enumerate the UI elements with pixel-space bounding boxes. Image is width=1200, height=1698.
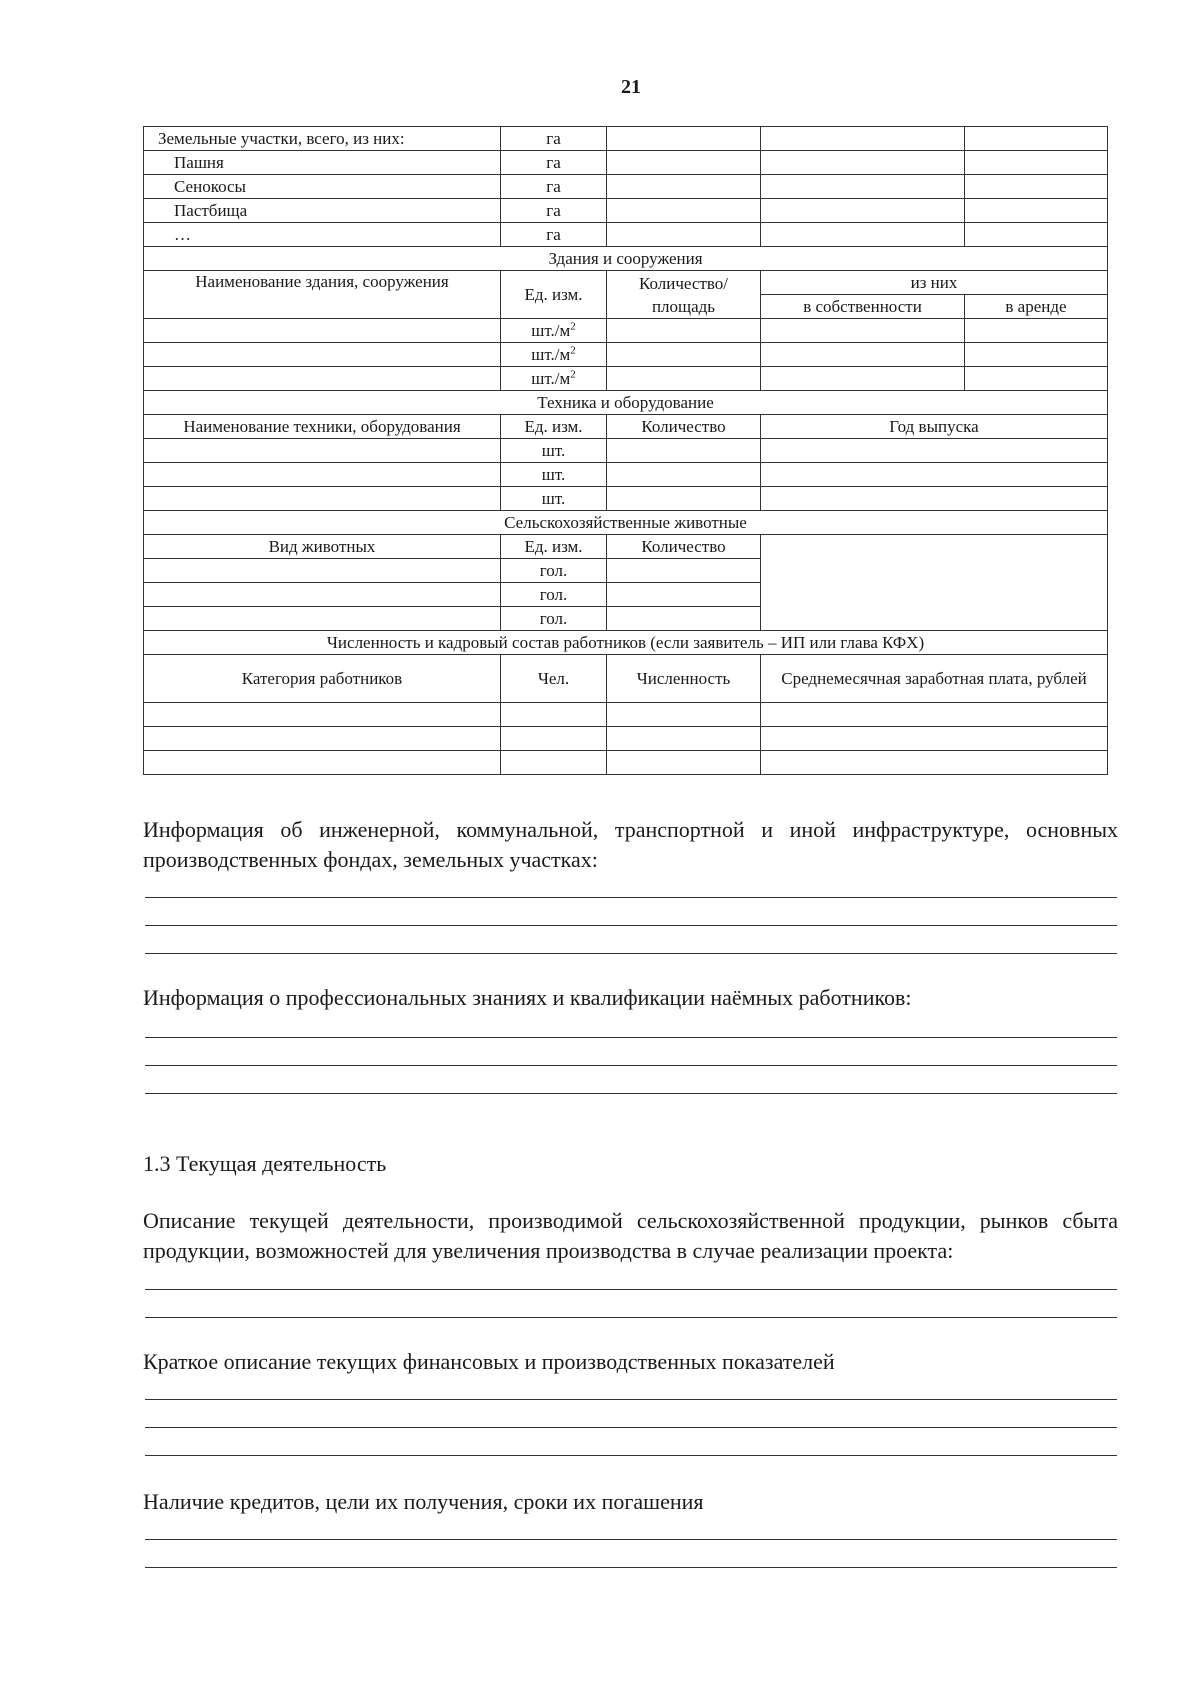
- blank-cell[interactable]: [761, 175, 965, 199]
- blank-cell[interactable]: [965, 223, 1108, 247]
- blank-cell[interactable]: [144, 751, 501, 775]
- column-header-leased: в аренде: [965, 295, 1108, 319]
- unit-cell: шт.: [501, 439, 607, 463]
- blank-cell[interactable]: [501, 703, 607, 727]
- column-header-unit: Чел.: [501, 655, 607, 703]
- column-header-unit: Ед. изм.: [501, 271, 607, 319]
- qualification-prompt: Информация о профессиональных знаниях и квалификации наёмных работников:: [143, 985, 912, 1010]
- unit-cell: шт.: [501, 463, 607, 487]
- blank-cell[interactable]: [965, 367, 1108, 391]
- section-heading: 1.3 Текущая деятельность: [143, 1151, 387, 1176]
- answer-line[interactable]: [145, 1399, 1117, 1400]
- blank-cell[interactable]: [501, 727, 607, 751]
- blank-cell[interactable]: [965, 151, 1108, 175]
- table-row: [144, 367, 1108, 391]
- answer-line[interactable]: [145, 1093, 1117, 1094]
- blank-cell[interactable]: [607, 583, 761, 607]
- blank-cell[interactable]: [607, 127, 761, 151]
- blank-cell[interactable]: [144, 487, 501, 511]
- unit-cell: гол.: [501, 583, 607, 607]
- column-header-year: Год выпуска: [761, 415, 1108, 439]
- section-title: Сельскохозяйственные животные: [144, 511, 1108, 535]
- blank-cell[interactable]: [761, 319, 965, 343]
- blank-cell[interactable]: [965, 127, 1108, 151]
- column-header-unit: Ед. изм.: [501, 535, 607, 559]
- answer-line[interactable]: [145, 925, 1117, 926]
- blank-cell[interactable]: [607, 607, 761, 631]
- header-row: [144, 655, 1108, 703]
- table-row: [144, 751, 1108, 775]
- page-number: 21: [621, 76, 641, 98]
- infrastructure-prompt: Информация об инженерной, коммунальной, транспортной и иной инфраструктуре, основных производственных фондах, земельных участках:: [143, 817, 1118, 872]
- header-row: [144, 271, 1108, 295]
- column-header-count: Численность: [607, 655, 761, 703]
- blank-cell[interactable]: [761, 751, 1108, 775]
- column-header-equipment-name: Наименование техники, оборудования: [144, 415, 501, 439]
- table-row: [144, 199, 1108, 223]
- blank-cell[interactable]: [607, 319, 761, 343]
- table-row: [144, 727, 1108, 751]
- blank-cell[interactable]: [144, 583, 501, 607]
- blank-cell: [761, 535, 1108, 631]
- farm-resources-table: [143, 126, 1108, 775]
- table-row: [144, 127, 1108, 151]
- blank-cell[interactable]: [761, 727, 1108, 751]
- blank-cell[interactable]: [607, 151, 761, 175]
- blank-cell[interactable]: [501, 751, 607, 775]
- blank-cell[interactable]: [607, 439, 761, 463]
- blank-cell[interactable]: [144, 607, 501, 631]
- blank-cell[interactable]: [144, 439, 501, 463]
- blank-cell[interactable]: [607, 343, 761, 367]
- header-row: [144, 415, 1108, 439]
- blank-cell[interactable]: [607, 199, 761, 223]
- blank-cell[interactable]: [607, 559, 761, 583]
- table-row: [144, 319, 1108, 343]
- unit-cell: гол.: [501, 607, 607, 631]
- section-title-row: [144, 391, 1108, 415]
- blank-cell[interactable]: [965, 175, 1108, 199]
- column-header-owned: в собственности: [761, 295, 965, 319]
- blank-cell[interactable]: [607, 367, 761, 391]
- table-row: [144, 703, 1108, 727]
- table-row: [144, 439, 1108, 463]
- blank-cell[interactable]: [761, 487, 1108, 511]
- column-header-category: Категория работников: [144, 655, 501, 703]
- answer-line[interactable]: [145, 1427, 1117, 1428]
- section-title: Численность и кадровый состав работников (если заявитель – ИП или глава КФХ): [144, 631, 1108, 655]
- blank-cell[interactable]: [144, 727, 501, 751]
- blank-cell[interactable]: [144, 319, 501, 343]
- answer-line[interactable]: [145, 1065, 1117, 1066]
- finance-prompt: Краткое описание текущих финансовых и производственных показателей: [143, 1349, 835, 1374]
- column-header-salary: Среднемесячная заработная плата, рублей: [761, 655, 1108, 703]
- table-row: [144, 175, 1108, 199]
- answer-line[interactable]: [145, 1037, 1117, 1038]
- header-row: [144, 535, 1108, 559]
- unit-cell: шт.: [501, 487, 607, 511]
- blank-cell[interactable]: [761, 199, 965, 223]
- table-row: [144, 463, 1108, 487]
- land-unit-cell: га: [501, 151, 607, 175]
- answer-line[interactable]: [145, 1317, 1117, 1318]
- column-header-of-them: из них: [761, 271, 1108, 295]
- table-row: [144, 487, 1108, 511]
- column-header-building-name: Наименование здания, сооружения: [144, 271, 501, 319]
- answer-line[interactable]: [145, 1455, 1117, 1456]
- blank-cell[interactable]: [607, 751, 761, 775]
- blank-cell[interactable]: [144, 559, 501, 583]
- column-header-animal-kind: Вид животных: [144, 535, 501, 559]
- blank-cell[interactable]: [607, 463, 761, 487]
- column-header-quantity-area: Количество/площадь: [607, 271, 761, 319]
- land-unit-cell: га: [501, 223, 607, 247]
- column-header-quantity: Количество: [607, 415, 761, 439]
- blank-cell[interactable]: [607, 727, 761, 751]
- unit-cell: $шт./м^2$: [501, 367, 607, 391]
- blank-cell[interactable]: [965, 343, 1108, 367]
- unit-cell: $шт./м^2$: [501, 319, 607, 343]
- table-row: [144, 151, 1108, 175]
- blank-cell[interactable]: [761, 343, 965, 367]
- land-name-cell: Пашня: [144, 151, 501, 175]
- blank-cell[interactable]: [761, 463, 1108, 487]
- column-header-unit: Ед. изм.: [501, 415, 607, 439]
- section-title: Техника и оборудование: [144, 391, 1108, 415]
- blank-cell[interactable]: [607, 223, 761, 247]
- blank-cell[interactable]: [144, 367, 501, 391]
- section-title: Здания и сооружения: [144, 247, 1108, 271]
- section-title-row: [144, 247, 1108, 271]
- blank-cell[interactable]: [607, 703, 761, 727]
- credits-prompt: Наличие кредитов, цели их получения, сроки их погашения: [143, 1489, 704, 1514]
- answer-line[interactable]: [145, 953, 1117, 954]
- activity-prompt: Описание текущей деятельности, производимой сельскохозяйственной продукции, рынков сбыта продукции, возможностей для увеличения производства в случае реализации проекта:: [143, 1208, 1118, 1263]
- unit-cell: $шт./м^2$: [501, 343, 607, 367]
- answer-line[interactable]: [145, 1539, 1117, 1540]
- land-name-cell: …: [144, 223, 501, 247]
- land-name-cell: Земельные участки, всего, из них:: [144, 127, 501, 151]
- blank-cell[interactable]: [761, 151, 965, 175]
- blank-cell[interactable]: [761, 703, 1108, 727]
- table-row: [144, 343, 1108, 367]
- blank-cell[interactable]: [761, 127, 965, 151]
- column-header-quantity: Количество: [607, 535, 761, 559]
- land-unit-cell: га: [501, 199, 607, 223]
- land-name-cell: Сенокосы: [144, 175, 501, 199]
- section-title-row: [144, 511, 1108, 535]
- blank-cell[interactable]: [965, 199, 1108, 223]
- land-unit-cell: га: [501, 175, 607, 199]
- blank-cell[interactable]: [761, 223, 965, 247]
- blank-cell[interactable]: [144, 703, 501, 727]
- land-unit-cell: га: [501, 127, 607, 151]
- blank-cell[interactable]: [761, 367, 965, 391]
- blank-cell[interactable]: [761, 439, 1108, 463]
- table-row: [144, 223, 1108, 247]
- blank-cell[interactable]: [607, 175, 761, 199]
- blank-cell[interactable]: [607, 487, 761, 511]
- answer-line[interactable]: [145, 1567, 1117, 1568]
- blank-cell[interactable]: [144, 343, 501, 367]
- answer-line[interactable]: [145, 897, 1117, 898]
- land-name-cell: Пастбища: [144, 199, 501, 223]
- blank-cell[interactable]: [965, 319, 1108, 343]
- section-title-row: [144, 631, 1108, 655]
- unit-cell: гол.: [501, 559, 607, 583]
- answer-line[interactable]: [145, 1289, 1117, 1290]
- blank-cell[interactable]: [144, 463, 501, 487]
